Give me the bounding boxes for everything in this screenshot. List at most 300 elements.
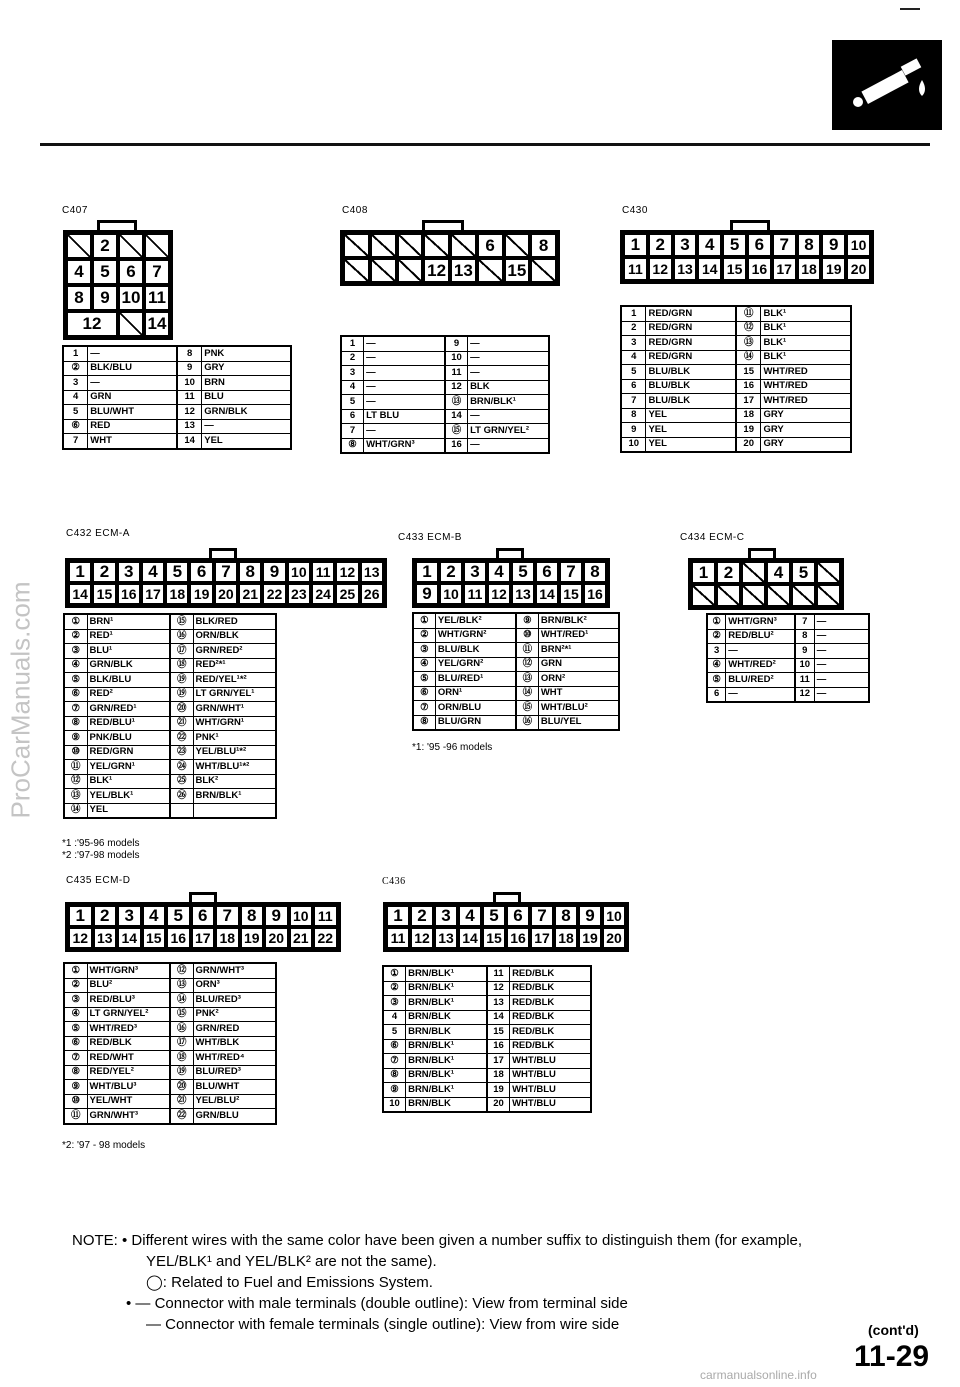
terminal-number [170,803,193,818]
table-row [621,306,851,321]
terminal-number: ⑦ [383,1054,406,1069]
wire-color: BRN/BLK [406,1097,487,1112]
terminal-number: ⑧ [383,1068,406,1083]
terminal-number: 3 [621,336,646,351]
terminal-number: 4 [63,390,88,405]
table-row [413,672,619,687]
terminal-number: ⑰ [170,1036,193,1051]
terminal-number: 9 [177,361,202,376]
c436-terminal: 18 [554,927,578,949]
wire-color: RED/WHT [87,1051,170,1066]
c432-terminal: 20 [214,583,238,605]
c433-terminal: 6 [535,561,559,583]
terminal-number: 6 [341,409,364,424]
c430-terminal: 4 [697,233,722,257]
c432-terminal: 1 [68,561,92,583]
table-row [621,437,851,452]
c436-terminal: 11 [386,927,410,949]
table-row [707,629,869,644]
c432-terminal: 2 [92,561,116,583]
c436-connector [383,892,623,950]
wire-color: BRN²*¹ [538,643,619,658]
terminal-number: 1 [63,346,88,361]
terminal-number: 11 [445,366,468,381]
table-row [341,438,549,453]
c435-terminal: 8 [240,905,265,927]
terminal-number: ⑪ [516,643,538,658]
terminal-number: ㉓ [170,745,193,760]
terminal-number: ⑲ [170,1065,193,1080]
wire-color: BLU² [87,978,170,993]
wire-color: RED/GRN [646,350,736,365]
terminal-number: ② [413,628,435,643]
table-row [64,1051,276,1066]
wire-color: BRN/BLK [406,1025,487,1040]
c435-wire-table [63,962,277,1125]
wire-color: ORN/BLK [193,629,276,644]
watermark: ProCarManuals.com [5,581,36,819]
wire-color: BRN/BLK¹ [406,1054,487,1069]
wire-color: BLU [202,390,291,405]
terminal-number: 17 [736,394,761,409]
terminal-number: ⑩ [64,1094,87,1109]
terminal-number: ⑤ [64,1022,87,1037]
wire-color: BRN/BLK¹ [193,789,276,804]
c430-terminal: 19 [821,257,846,281]
c408-terminal [530,258,557,283]
terminal-number: ① [383,966,406,981]
terminal-number: ⑬ [64,789,87,804]
terminal-number: ⑤ [413,672,435,687]
terminal-number: 10 [177,376,202,391]
terminal-number: ⑪ [64,1109,87,1124]
terminal-number: ⑯ [170,1022,193,1037]
c433-connector [412,548,604,606]
wire-color: — [364,351,445,366]
wire-color: BLK² [193,774,276,789]
table-row [63,346,291,361]
wire-color: — [364,380,445,395]
c408-terminal: 8 [530,233,557,258]
terminal-number: ⑲ [170,673,193,688]
c433-terminal: 12 [487,583,511,605]
c434-terminal [691,584,716,607]
table-row [341,366,549,381]
c407-terminal: 10 [118,285,144,311]
wire-color: RED/BLK [510,981,591,996]
page-number: 11-29 [854,1340,930,1373]
terminal-number: ⑩ [516,628,538,643]
c407-terminal: 4 [66,259,92,285]
c432-terminal: 23 [287,583,311,605]
terminal-number: ⑮ [170,614,193,629]
c433-terminal: 7 [559,561,583,583]
terminal-number: ② [707,629,726,644]
wire-color: — [814,658,869,673]
c432-wire-table [63,613,277,819]
wire-color: PNK/BLU [87,731,170,746]
terminal-number: 6 [707,687,726,702]
terminal-number: 16 [736,379,761,394]
terminal-number: 5 [383,1025,406,1040]
table-row [341,336,549,351]
wire-color: WHT/RED¹ [538,628,619,643]
terminal-number: 17 [487,1054,510,1069]
terminal-number: 19 [487,1083,510,1098]
wire-color [193,803,276,818]
terminal-number: ⑬ [445,395,468,410]
c433-terminal: 14 [535,583,559,605]
c433-terminal: 3 [463,561,487,583]
c432-terminal: 25 [335,583,359,605]
terminal-number: ⑮ [445,424,468,439]
wire-color: RED/BLK [510,1025,591,1040]
terminal-number: 18 [487,1068,510,1083]
wire-color: — [468,336,549,351]
wire-color: YEL [646,408,736,423]
terminal-number: ㉒ [170,1109,193,1124]
table-row [383,1097,591,1112]
wire-color: BRN¹ [87,614,170,629]
c432-note-1: *1 :'95-96 models [62,838,140,849]
c408-terminal [397,258,424,283]
wire-color: GRN/BLU [193,1109,276,1124]
terminal-number: ⑬ [170,978,193,993]
c432-terminal: 12 [335,561,359,583]
c408-terminal [450,233,477,258]
c432-terminal: 21 [238,583,262,605]
wire-color: BLK¹ [87,774,170,789]
table-row [64,1094,276,1109]
wire-color: RED/BLU³ [87,993,170,1008]
note-line-3: ◯: Related to Fuel and Emissions System. [146,1274,433,1291]
terminal-number: 10 [795,658,815,673]
terminal-number: ⑪ [736,306,761,321]
c407-label: C407 [62,205,88,216]
c430-terminal: 14 [697,257,722,281]
wire-color: GRN [538,657,619,672]
terminal-number: ⑦ [64,702,87,717]
terminal-number: 4 [621,350,646,365]
c430-terminal: 8 [797,233,822,257]
wire-color: BLU/WHT [88,405,177,420]
wire-color: LT GRN/YEL² [87,1007,170,1022]
table-row [64,1065,276,1080]
c432-terminal: 9 [262,561,286,583]
table-row [64,614,276,629]
c408-terminal [370,258,397,283]
wire-color: WHT/BLK [193,1036,276,1051]
wire-color: GRY [761,437,851,452]
c435-terminal: 14 [117,927,142,949]
c434-connector [688,548,838,608]
c434-terminal [816,584,841,607]
wire-color: YEL/GRN¹ [87,760,170,775]
terminal-number: 20 [487,1097,510,1112]
terminal-number: ③ [64,644,87,659]
wire-color: BRN/BLK [406,1010,487,1025]
c407-terminal [66,233,92,259]
terminal-number: 11 [795,673,815,688]
c433-terminal: 4 [487,561,511,583]
wire-color: BRN/BLK² [538,613,619,628]
c433-terminal: 15 [559,583,583,605]
c407-wire-table [62,345,292,450]
c435-terminal: 13 [93,927,118,949]
wire-color: — [364,366,445,381]
c432-terminal: 5 [165,561,189,583]
c408-terminal [370,233,397,258]
terminal-number: ⑪ [64,760,87,775]
terminal-number: ⑬ [516,672,538,687]
terminal-number: ⑥ [413,686,435,701]
wire-color: WHT/BLU¹*² [193,760,276,775]
wire-color: BLK¹ [761,306,851,321]
terminal-number: 7 [621,394,646,409]
c434-terminal: 2 [716,561,741,584]
c432-terminal: 24 [311,583,335,605]
c430-terminal-grid [620,230,874,284]
table-row [64,1036,276,1051]
wire-color: — [814,644,869,659]
terminal-number: ⑫ [170,963,193,978]
wire-color: LT BLU [364,409,445,424]
wire-color: BLK/RED [193,614,276,629]
wire-color: — [364,395,445,410]
wire-color: YEL [646,423,736,438]
c432-terminal: 17 [141,583,165,605]
table-row [64,1022,276,1037]
c430-terminal: 18 [797,257,822,281]
wire-color: GRN/RED¹ [87,702,170,717]
c433-terminal: 8 [583,561,607,583]
c408-terminal: 13 [450,258,477,283]
c407-terminal: 11 [144,285,170,311]
terminal-number: 12 [177,405,202,420]
c436-terminal: 12 [410,927,434,949]
table-row [64,702,276,717]
wire-color: BLU/BLK [646,379,736,394]
c434-wire-table [706,613,870,703]
table-row [707,658,869,673]
c430-terminal: 10 [846,233,871,257]
terminal-number: ④ [64,1007,87,1022]
terminal-number: 16 [487,1039,510,1054]
c432-terminal: 19 [189,583,213,605]
terminal-number: ② [63,361,88,376]
c435-terminal: 2 [93,905,118,927]
wire-color: BLU/RED³ [193,993,276,1008]
table-row [621,321,851,336]
wire-color: GRN [88,390,177,405]
wire-color: BLK¹ [761,336,851,351]
c407-connector [63,220,171,340]
c436-terminal: 1 [386,905,410,927]
c435-terminal: 22 [313,927,338,949]
c430-terminal: 2 [648,233,673,257]
c435-terminal: 17 [191,927,216,949]
wire-color: BLU/RED³ [193,1065,276,1080]
wire-color: GRY [761,408,851,423]
c432-terminal: 15 [92,583,116,605]
c434-label: C434 ECM-C [680,532,745,543]
wire-color: BRN/BLK¹ [406,981,487,996]
wire-color: — [468,438,549,453]
wire-color: RED/BLU¹ [87,716,170,731]
terminal-number: 13 [177,419,202,434]
wire-color: GRY [761,423,851,438]
c435-label: C435 ECM-D [66,875,131,886]
terminal-number: 10 [383,1097,406,1112]
table-row [621,336,851,351]
c408-terminal: 12 [423,258,450,283]
table-row [64,789,276,804]
c436-terminal: 15 [482,927,506,949]
terminal-number: ⑳ [170,1080,193,1095]
wire-color: — [814,673,869,688]
terminal-number: 3 [707,644,726,659]
c434-terminal [816,561,841,584]
terminal-number: ① [707,614,726,629]
terminal-number: 3 [341,366,364,381]
c433-note: *1: '95 -96 models [412,742,493,753]
terminal-number: 19 [736,423,761,438]
wire-color: RED/YEL² [87,1065,170,1080]
c430-terminal: 9 [821,233,846,257]
fuel-nozzle-icon [832,40,942,130]
table-row [64,963,276,978]
c435-terminal: 18 [215,927,240,949]
terminal-number: 9 [445,336,468,351]
c432-terminal: 16 [117,583,141,605]
table-row [64,716,276,731]
wire-color: ORN/BLU [435,701,516,716]
wire-color: YEL/GRN² [435,657,516,672]
wire-color: BLU/GRN [435,715,516,730]
wire-color: — [814,614,869,629]
terminal-number: ① [64,963,87,978]
c432-terminal: 6 [189,561,213,583]
c407-terminal: 8 [66,285,92,311]
table-row [707,614,869,629]
terminal-number: ⑬ [736,336,761,351]
wire-color: BLU/RED¹ [435,672,516,687]
c435-terminal: 21 [289,927,314,949]
wire-color: BRN/BLK¹ [468,395,549,410]
c435-terminal: 15 [142,927,167,949]
c436-terminal: 19 [578,927,602,949]
wire-color: YEL/BLU² [193,1094,276,1109]
terminal-number: ⑳ [170,702,193,717]
table-row [64,803,276,818]
terminal-number: 1 [341,336,364,351]
terminal-number: 9 [621,423,646,438]
c435-terminal: 7 [215,905,240,927]
terminal-number: 2 [341,351,364,366]
wire-color: RED/GRN [646,306,736,321]
c408-terminal: 6 [477,233,504,258]
terminal-number: ② [383,981,406,996]
c433-terminal: 11 [463,583,487,605]
table-row [621,423,851,438]
wire-color: BRN/BLK¹ [406,1039,487,1054]
terminal-number: ⑩ [64,745,87,760]
fuel-system-badge [832,40,942,130]
c432-terminal: 18 [165,583,189,605]
c408-connector [340,220,554,284]
terminal-number: 11 [177,390,202,405]
table-row [621,365,851,380]
c434-terminal: 4 [766,561,791,584]
table-row [341,380,549,395]
wire-color: RED/BLK [87,1036,170,1051]
wire-color: — [364,336,445,351]
terminal-number: ⑥ [64,1036,87,1051]
wire-color: RED¹ [87,629,170,644]
wire-color: LT GRN/YEL² [468,424,549,439]
c408-terminal [423,233,450,258]
table-row [341,424,549,439]
terminal-number: ④ [64,658,87,673]
c432-terminal: 7 [214,561,238,583]
terminal-number: ⑦ [413,701,435,716]
table-row [63,361,291,376]
table-row [64,978,276,993]
wire-color: GRN/WHT³ [193,963,276,978]
terminal-number: 14 [445,409,468,424]
wire-color: WHT/GRN¹ [193,716,276,731]
c430-terminal: 20 [846,257,871,281]
wire-color: WHT/BLU [510,1097,591,1112]
c434-terminal [741,584,766,607]
terminal-number: 5 [621,365,646,380]
c430-wire-table [620,305,852,453]
c435-terminal-grid [65,902,341,952]
c430-terminal: 11 [623,257,648,281]
table-row [64,774,276,789]
terminal-number: 18 [736,408,761,423]
terminal-number: ④ [707,658,726,673]
c408-terminal [343,258,370,283]
c430-terminal: 1 [623,233,648,257]
terminal-number: ⑤ [707,673,726,688]
table-row [63,376,291,391]
wire-color: BLK/BLU [88,361,177,376]
terminal-number: 1 [621,306,646,321]
c435-terminal: 9 [264,905,289,927]
c432-terminal: 11 [311,561,335,583]
c433-label: C433 ECM-B [398,532,462,543]
terminal-number: 4 [341,380,364,395]
terminal-number: ⑲ [170,687,193,702]
table-row [413,701,619,716]
table-row [341,409,549,424]
c432-terminal: 3 [117,561,141,583]
c408-terminal: 15 [504,258,531,283]
c433-terminal: 5 [511,561,535,583]
wire-color: — [814,687,869,702]
c407-terminal: 14 [144,311,170,337]
table-row [413,686,619,701]
c432-notes [62,838,140,862]
terminal-number: ⑨ [64,731,87,746]
terminal-number: 14 [177,434,202,449]
c435-terminal: 11 [313,905,338,927]
table-row [621,394,851,409]
wire-color: BLK [468,380,549,395]
wire-color: RED/BLK [510,1039,591,1054]
c436-terminal: 8 [554,905,578,927]
